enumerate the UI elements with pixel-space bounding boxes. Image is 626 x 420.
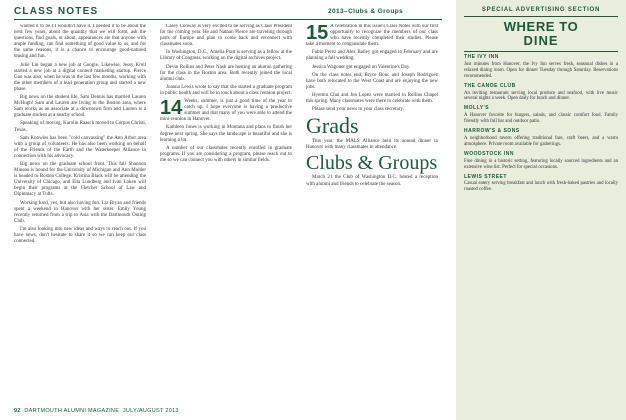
paragraph: On the class notes end, Bryce Bouc and Joseph Rodriguez have both relocated to the West Coast and are enjoying the new jobs. <box>306 72 438 90</box>
paragraph: I'm also looking into new ideas and ways to reach out. If you have news, don't hesitate to share it so we can keep our class connected. <box>14 226 146 245</box>
paragraph: Joanna Lewis wrote to say that she started a graduate program in public health and will be in touch about a class reunion project. <box>160 84 292 96</box>
restaurant-entry <box>464 84 618 103</box>
grads-heading: Grads <box>306 113 359 139</box>
paragraph: wanted it to be.) I wouldn't have it. I needed it to be about the next few years, about the quantity that we will form, ask the questions, find goals, or about, appearances are that anyone with ample funding, can find something of good value to us, and for the same reasons, it is a chance to encourage good-natured teasing and fun. <box>14 24 146 60</box>
drop-cap-year: 15 <box>306 24 329 44</box>
paragraph: This year, the MALS Alliance held its annual dinner in Hanover with many classmates in attendance. <box>306 139 438 151</box>
paragraph-text: Weeks, summer, is just a good time of the year to catch up. I hope everyone is having a productive summer and that many of you were able to attend the mini-reunion in Hanover. <box>160 99 292 123</box>
restaurant-name: HARROW'S & SONS <box>464 128 520 135</box>
paragraph: Big news on the student life, Sam Dennis has married Lauren McHugh! Sam and Lauren are living in the Boston area, where Sam works as an associate at a downtown firm and Lauren is a graduate student at a nearby school. <box>14 95 146 119</box>
paragraph <box>306 24 438 48</box>
class-year-label: 2013–Clubs & Groups <box>328 8 404 15</box>
restaurant-entry <box>464 129 618 148</box>
restaurant-name: MOLLY'S <box>464 105 490 112</box>
paragraph: In Washington, D.C., Amelia Pratt is serving as a fellow at the Library of Congress, working on the digital archives project. <box>160 50 292 62</box>
advertising-label: SPECIAL ADVERTISING SECTION <box>481 7 601 13</box>
restaurant-name: LEWIS STREET <box>464 173 507 180</box>
where-to-dine-sidebar <box>456 0 626 420</box>
sidebar-rule <box>464 51 618 52</box>
paragraph <box>160 99 292 123</box>
page-footer <box>14 408 179 414</box>
column-2 <box>160 24 292 404</box>
column-3 <box>306 24 438 404</box>
paragraph: Casey Conway is very excited to be serving as Class President for the coming year. He and Nathan Pierce are traveling through parts of Europe and plan to come back and reconnect with classmates soon. <box>160 24 292 48</box>
restaurant-name: THE IVY INN <box>464 54 499 60</box>
paragraph: Speaking of moving, Karolin Raasch moved to Corpus Christi, Texas. <box>14 121 146 133</box>
paragraph: Julie Lin began a new job at Google. Likewise, Jessy Kroll started a new job at a digital content marketing startup. Pierce Gao was also, when he was in the last few months, working with the other members of a lead generation group and started a new phase. <box>14 62 146 92</box>
sidebar-rule <box>464 16 618 17</box>
paragraph: Please send your news to your class secretary. <box>312 107 404 113</box>
paragraph: Jessica Wagoner got engaged on Valentine's Day. <box>312 64 411 70</box>
magazine-name: DARTMOUTH ALUMNI MAGAZINE <box>24 408 120 414</box>
sidebar-title: WHERE TO <box>503 19 579 34</box>
paragraph: Sam Knowles has been "cold canvassing" the Ann Arbor area with a group of volunteers. He has also been working on behalf of the Friends of the Earth and the Waterkeeper Alliance in connection with his advocacy. <box>14 135 146 159</box>
paragraph: March 21 the Club of Washington D.C. hosted a reception with alumni and friends to celebrate the season. <box>306 175 438 187</box>
paragraph-text: A celebration in this issue's Class Notes with our first opportunity to recognize the members of our class who have recently completed their studies. Please take a moment to congratulate them. <box>306 24 438 48</box>
sidebar-subtitle: DINE <box>523 33 559 48</box>
restaurant-entry <box>464 152 618 171</box>
page-number: 92 <box>14 408 21 414</box>
restaurant-name: THE CANOE CLUB <box>464 82 516 89</box>
header-rule <box>14 19 442 20</box>
restaurant-description: An inviting restaurant serving local produce and seafood, with live music several nights a week. Open daily for lunch and dinner. <box>464 90 618 102</box>
restaurant-name: WOODSTOCK INN <box>464 150 515 157</box>
section-header: CLASS NOTES <box>14 6 99 17</box>
restaurant-entry <box>464 106 618 125</box>
paragraph: Hyemin Chai and Jon Lopez were married in Rollins Chapel this spring. Many classmates were there to celebrate with them. <box>306 92 438 105</box>
column-1 <box>14 24 146 404</box>
paragraph: Kathleen Jones is working in Montana and plans to finish her degree next spring. She says the landscape is beautiful and she is learning a lot. <box>160 125 292 143</box>
paragraph: Big news on the graduate school front. This fall Shannon Mineau is bound for the University of Michigan and Ann Mulder is headed to Boston College. Kristina Black will be attending the University of Chicago, and Ella Lundberg and Ivan Loken will begin their programs at the Fletcher School of Law and Diplomacy at Tufts. <box>14 161 146 198</box>
restaurant-entry <box>464 175 618 194</box>
drop-cap-year: 14 <box>160 97 183 120</box>
paragraph: Devin Rollins and Peter Nash are hosting an alumni gathering for the class in the Boston area. Both recently joined the local alumni club. <box>160 64 292 82</box>
paragraph: Working hard, yes, but also having fun. Liz Bryan and friends spent a weekend in Hanover with her sister. Emily Young recently returned from a trip to Asia with the Dartmouth Outing Club. <box>14 200 146 224</box>
restaurant-description: A neighborhood tavern offering traditional fare, craft beers, and a warm atmosphere. Private room available for gatherings. <box>464 135 618 147</box>
restaurant-description: Just minutes from Hanover, the Ivy Inn serves fresh, seasonal dishes in a relaxed dining room. Open for dinner Tuesday through Saturday. Reservations recommended. <box>464 61 618 79</box>
restaurant-description: Fine dining in a historic setting, featuring locally sourced ingredients and an extensive wine list. Perfect for special occasions. <box>464 158 618 170</box>
issue-date: JULY/AUGUST 2013 <box>122 408 179 414</box>
restaurant-list <box>456 55 626 193</box>
restaurant-description: Casual eatery serving breakfast and lunch with fresh-baked pastries and locally roasted coffee. <box>464 181 618 193</box>
clubs-groups-heading: Clubs & Groups <box>306 152 438 175</box>
paragraph: Fabio Perez and Alex Bailey got engaged in February and are planning a fall wedding. <box>306 50 438 62</box>
restaurant-entry <box>464 55 618 80</box>
paragraph: A number of our classmates recently enrolled in graduate programs. If you are considering a program, please reach out to me so we can connect you with others in similar fields. <box>160 145 292 163</box>
restaurant-description: A Hanover favorite for burgers, salads, and classic comfort food. Family friendly with full bar and outdoor patio. <box>464 113 618 125</box>
